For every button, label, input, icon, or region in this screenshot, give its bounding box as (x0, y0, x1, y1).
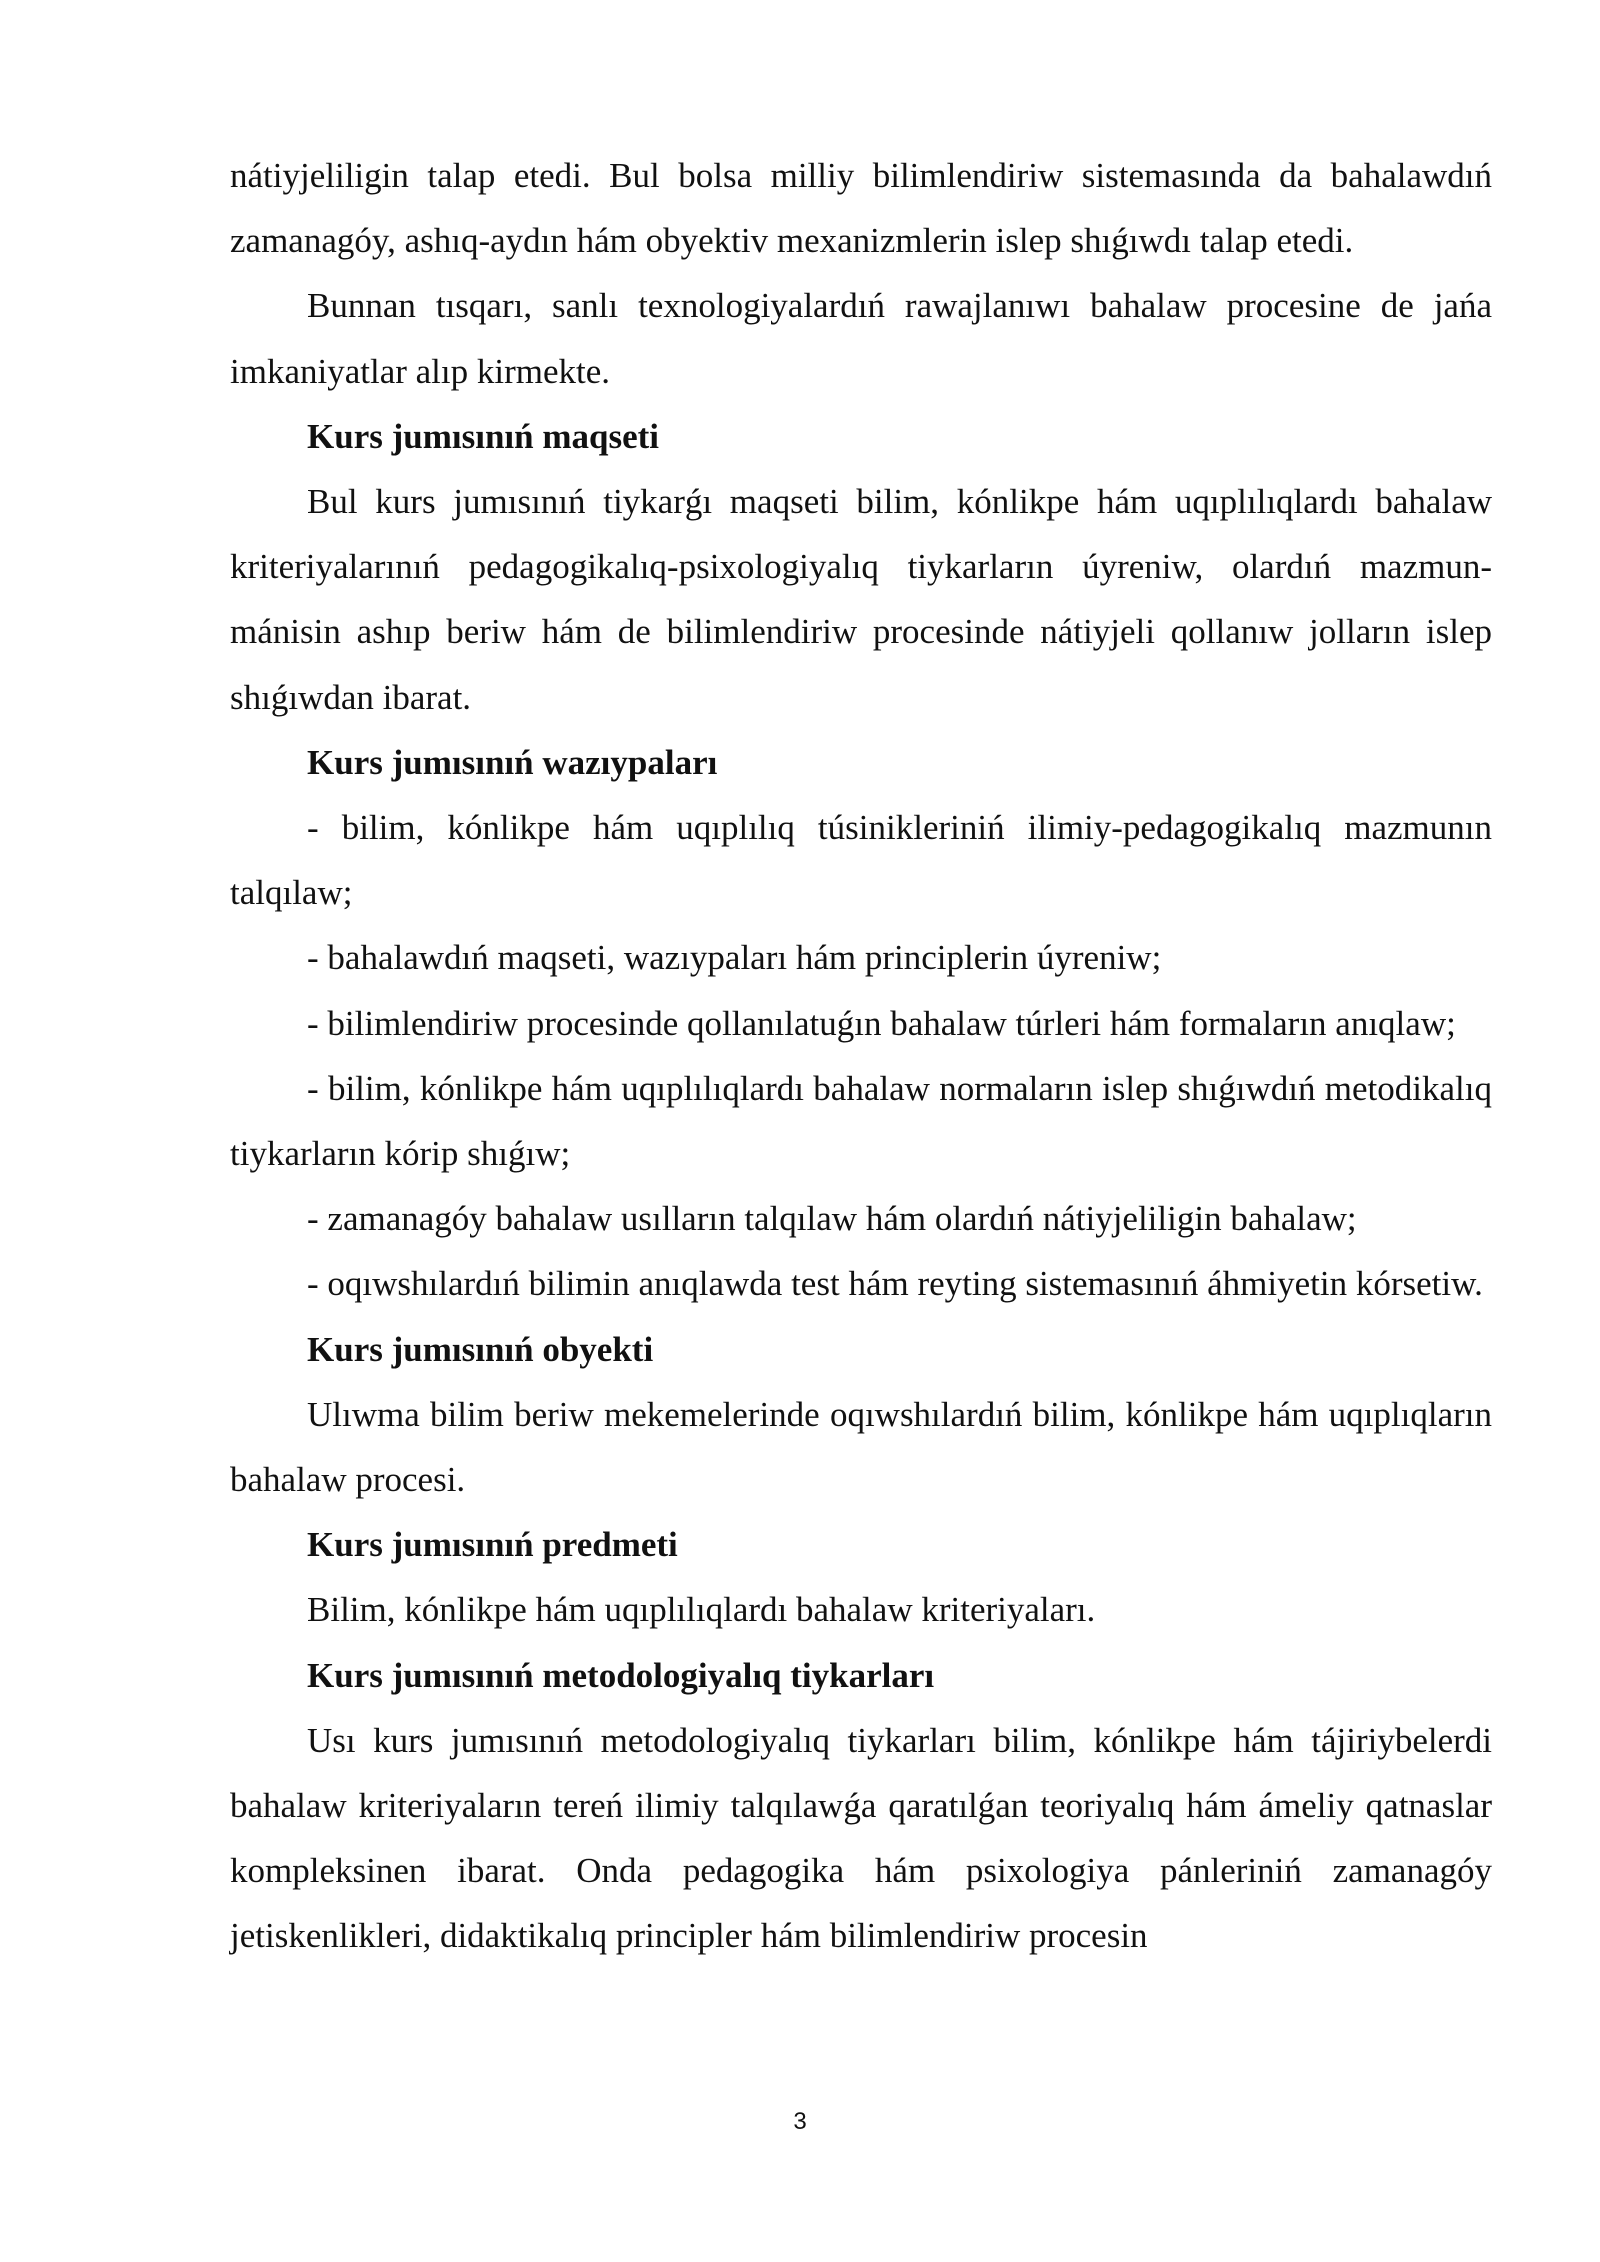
heading-course-subject: Kurs jumısınıń predmeti (307, 1525, 678, 1565)
heading-course-object: Kurs jumısınıń obyekti (307, 1329, 654, 1369)
page-number: 3 (793, 2108, 807, 2135)
document-page (230, 143, 1492, 1969)
paragraph-course-goal: Bul kurs jumısınıń tiykarǵı maqseti bilim, kónlikpe hám uqıplılıqlardı bahalaw kriteriyalarınıń pedagogikalıq-psixologiyalıq tiykarların úyreniw, olardıń mazmun-mánisin ashıp beriw hám de bilimlendiriw procesinde nátiyjeli qollanıw jolların islep shıǵıwdan ibarat. (230, 482, 1492, 717)
paragraph-course-object: Ulıwma bilim beriw mekemelerinde oqıwshılardıń bilim, kónlikpe hám uqıplıqların bahalaw procesi. (230, 1394, 1492, 1500)
heading-course-goal: Kurs jumısınıń maqseti (307, 416, 659, 456)
heading-methodological-basis: Kurs jumısınıń metodologiyalıq tiykarları (307, 1655, 935, 1695)
paragraph-digital-technologies: Bunnan tısqarı, sanlı texnologiyalardıń rawajlanıwı bahalaw procesine de jańa imkaniyatlar alıp kirmekte. (230, 286, 1492, 391)
task-item-6: - oqıwshılardıń bilimin anıqlawda test hám reyting sistemasınıń áhmiyetin kórsetiw. (307, 1264, 1483, 1304)
task-item-3: - bilimlendiriw procesinde qollanılatuǵın bahalaw túrleri hám formaların anıqlaw; (307, 1003, 1456, 1043)
paragraph-intro-continuation: nátiyjeliligin talap etedi. Bul bolsa milliy bilimlendiriw sistemasında da bahalawdıń zamanagóy, ashıq-aydın hám obyektiv mexanizmlerin islep shıǵıwdı talap etedi. (230, 156, 1492, 261)
heading-course-tasks: Kurs jumısınıń wazıypaları (307, 742, 718, 782)
task-item-4: - bilim, kónlikpe hám uqıplılıqlardı bahalaw normaların islep shıǵıwdıń metodikalıq tiykarların kórip shıǵıw; (230, 1068, 1492, 1174)
paragraph-methodological-basis: Usı kurs jumısınıń metodologiyalıq tiykarları bilim, kónlikpe hám tájiriybelerdi bahalaw kriteriyaların tereń ilimiy talqılawǵa qaratılǵan teoriyalıq hám ámeliy qatnaslar kompleksinen ibarat. Onda pedagogika hám psixologiya pánleriniń zamanagóy jetiskenlikleri, didaktikalıq principler hám bilimlendiriw procesin (230, 1720, 1492, 1956)
task-item-1: - bilim, kónlikpe hám uqıplılıq túsinikleriniń ilimiy-pedagogikalıq mazmunın talqılaw; (230, 808, 1492, 913)
task-item-2: - bahalawdıń maqseti, wazıypaları hám principlerin úyreniw; (307, 938, 1162, 978)
task-item-5: - zamanagóy bahalaw usılların talqılaw hám olardıń nátiyjeliligin bahalaw; (307, 1199, 1357, 1239)
paragraph-course-subject: Bilim, kónlikpe hám uqıplılıqlardı bahalaw kriteriyaları. (307, 1590, 1096, 1630)
